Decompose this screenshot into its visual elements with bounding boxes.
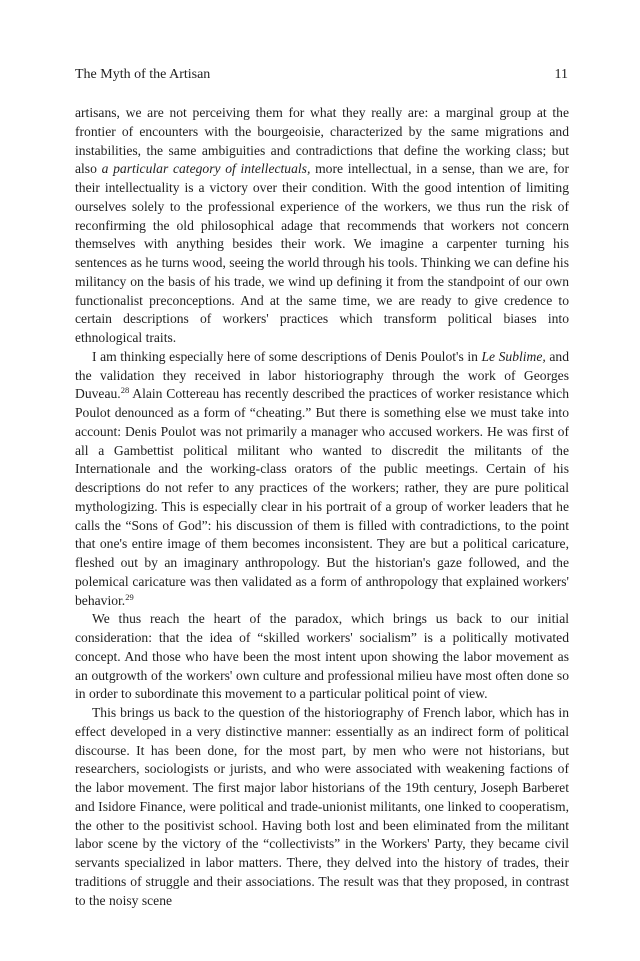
italic-phrase: a particular category of intellectuals, — [101, 161, 311, 177]
page-number: 11 — [554, 67, 568, 82]
paragraph-1 — [75, 104, 569, 348]
text-segment: Alain Cottereau has recently described the practices of worker resistance which Poulot denounced as a form of “cheating.” But there is something else we must take into account: Denis Poulot was not primarily a manager who accused workers. He was first of all a Gambettist political militant who wanted to discredit the militants of the Internationale and the working-class orators of the public meetings. Certain of his descriptions do not refer to any practices of the workers; rather, they are pure political mythologizing. This is especially clear in his portrait of a group of worker leaders that he calls the “Sons of God”: his discussion of them is filled with contradictions, to the point that one's entire image of them becomes inconsistent. They are but a political caricature, fleshed out by an imaginary anthropology. But the historian's gaze followed, and the polemical caricature was then validated as a form of anthropology that explained workers' behavior. — [75, 386, 569, 608]
running-header — [75, 65, 568, 85]
paragraph-4 — [75, 704, 569, 910]
running-title: The Myth of the Artisan — [75, 67, 211, 82]
body-text — [75, 104, 569, 910]
text-segment: I am thinking especially here of some descriptions of Denis Poulot's in — [92, 348, 482, 364]
footnote-ref-28[interactable]: 28 — [120, 385, 130, 396]
text-segment: We thus reach the heart of the paradox, which brings us back to our initial consideration: that the idea of “skilled workers' socialism” is a politically motivated concept. And those who have been the most intent upon showing the labor movement as an outgrowth of the workers' own culture and professional milieu have most often done so in order to subordinate this movement to a particular political point of view. — [75, 611, 569, 702]
italic-title: Le Sublime, — [481, 348, 546, 364]
text-segment: artisans, we are not perceiving them for what they really are: a marginal group at the frontier of encounters with the bourgeoisie, characterized by the same migrations and instabilities, the same ambiguities and contradictions that define the working class; but also — [75, 105, 569, 177]
text-segment: This brings us back to the question of the historiography of French labor, which has in effect developed in a very distinctive manner: essentially as an indirect form of political discourse. It has been done, for the most part, by men who were not historians, but researchers, sociologists or jurists, and who were associated with weakening factions of the labor movement. The first major labor historians of the 19th century, Joseph Barberet and Isidore Finance, were political and trade-unionist militants, one linked to cooperatism, the other to the positivist school. Having both lost and been eliminated from the militant labor scene by the victory of the “collectivists” in the Workers' Party, they became civil servants specialized in labor matters. There, they delved into the history of trades, their traditions of struggle and their associations. The result was that they proposed, in contrast to the noisy scene — [75, 705, 569, 908]
text-segment: more intellectual, in a sense, than we are, for their intellectuality is a victory over their condition. With the good intention of limiting ourselves solely to the professional experience of the workers, we thus run the risk of reconfirming the old philosophical adage that recommends that workers not concern themselves with anything besides their work. We imagine a carpenter turning his sentences as he turns wood, seeing the world through his tools. Thinking we can define his militancy on the basis of his trade, we wind up defining it from the standpoint of our own functionalist preconceptions. And at the same time, we are ready to give credence to certain descriptions of workers' practices which transform political biases into ethnological traits. — [75, 161, 570, 345]
footnote-ref-29[interactable]: 29 — [125, 591, 134, 602]
text-segment: and the validation they received in labor historiography through the work of Georges Duveau. — [75, 348, 569, 402]
paragraph-2 — [75, 348, 569, 611]
paragraph-3 — [75, 610, 569, 704]
